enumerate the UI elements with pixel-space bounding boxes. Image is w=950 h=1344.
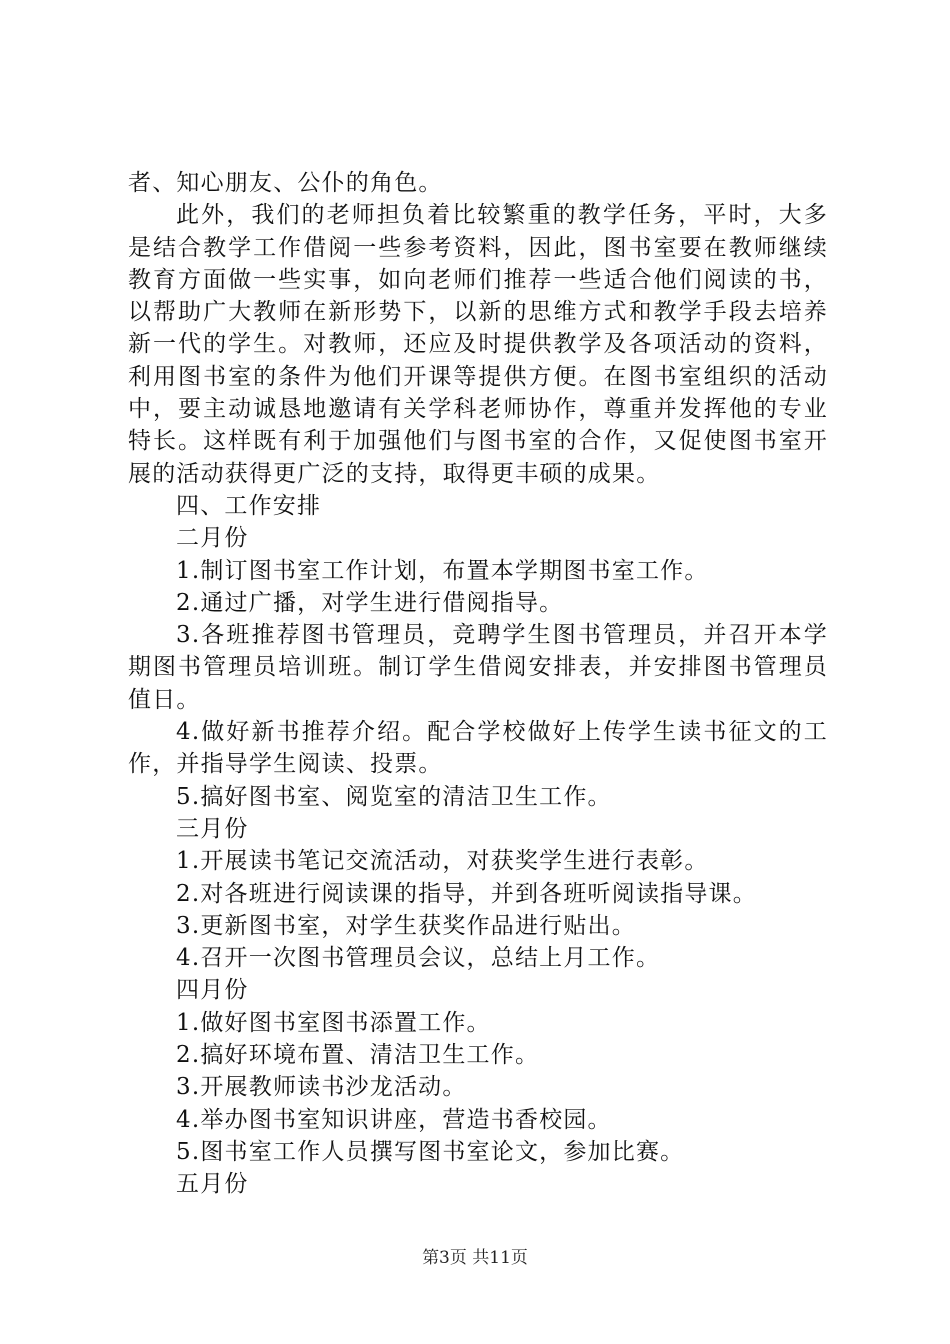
month-heading: 三月份 (176, 815, 249, 842)
paragraph-continuation: 者、知心朋友、公仆的角色。 (128, 170, 443, 196)
list-item: 1.做好图书室图书添置工作。 (176, 1009, 491, 1036)
list-item: 2.通过广播，对学生进行借阅指导。 (176, 589, 564, 616)
month-heading: 二月份 (176, 525, 249, 552)
section-heading: 四、工作安排 (176, 492, 322, 519)
page-number-footer: 第3页 共11页 (422, 1248, 528, 1268)
month-heading: 五月份 (176, 1171, 249, 1198)
list-item: 4.做好新书推荐介绍。配合学校做好上传学生读书征文的工作，并指导学生阅读、投票。 (128, 719, 828, 778)
list-item: 1.开展读书笔记交流活动，对获奖学生进行表彰。 (176, 848, 709, 875)
list-item: 3.开展教师读书沙龙活动。 (176, 1074, 467, 1101)
list-item: 3.各班推荐图书管理员，竞聘学生图书管理员，并召开本学期图书管理员培训班。制订学生借阅安排表，并安排图书管理员值日。 (128, 622, 828, 713)
list-item: 3.更新图书室，对学生获奖作品进行贴出。 (176, 912, 636, 939)
list-item: 5.图书室工作人员撰写图书室论文，参加比赛。 (176, 1138, 685, 1165)
list-item: 4.召开一次图书管理员会议，总结上月工作。 (176, 945, 661, 972)
list-item: 2.搞好环境布置、清洁卫生工作。 (176, 1042, 540, 1069)
list-item: 4.举办图书室知识讲座，营造书香校园。 (176, 1106, 612, 1133)
document-body (128, 167, 828, 1201)
month-heading: 四月份 (176, 977, 249, 1004)
list-item: 1.制订图书室工作计划，布置本学期图书室工作。 (176, 557, 709, 584)
list-item: 2.对各班进行阅读课的指导，并到各班听阅读指导课。 (176, 880, 757, 907)
list-item: 5.搞好图书室、阅览室的清洁卫生工作。 (176, 783, 612, 810)
paragraph-teachers: 此外，我们的老师担负着比较繁重的教学任务，平时，大多是结合教学工作借阅一些参考资料，因此，图书室要在教师继续教育方面做一些实事，如向老师们推荐一些适合他们阅读的书，以帮助广大教师在新形势下，以新的思维方式和教学手段去培养新一代的学生。对教师，还应及时提供教学及各项活动的资料，利用图书室的条件为他们开课等提供方便。在图书室组织的活动中，要主动诚恳地邀请有关学科老师协作，尊重并发挥他的专业特长。这样既有利于加强他们与图书室的合作，又促使图书室开展的活动获得更广泛的支持，取得更丰硕的成果。 (128, 202, 828, 487)
